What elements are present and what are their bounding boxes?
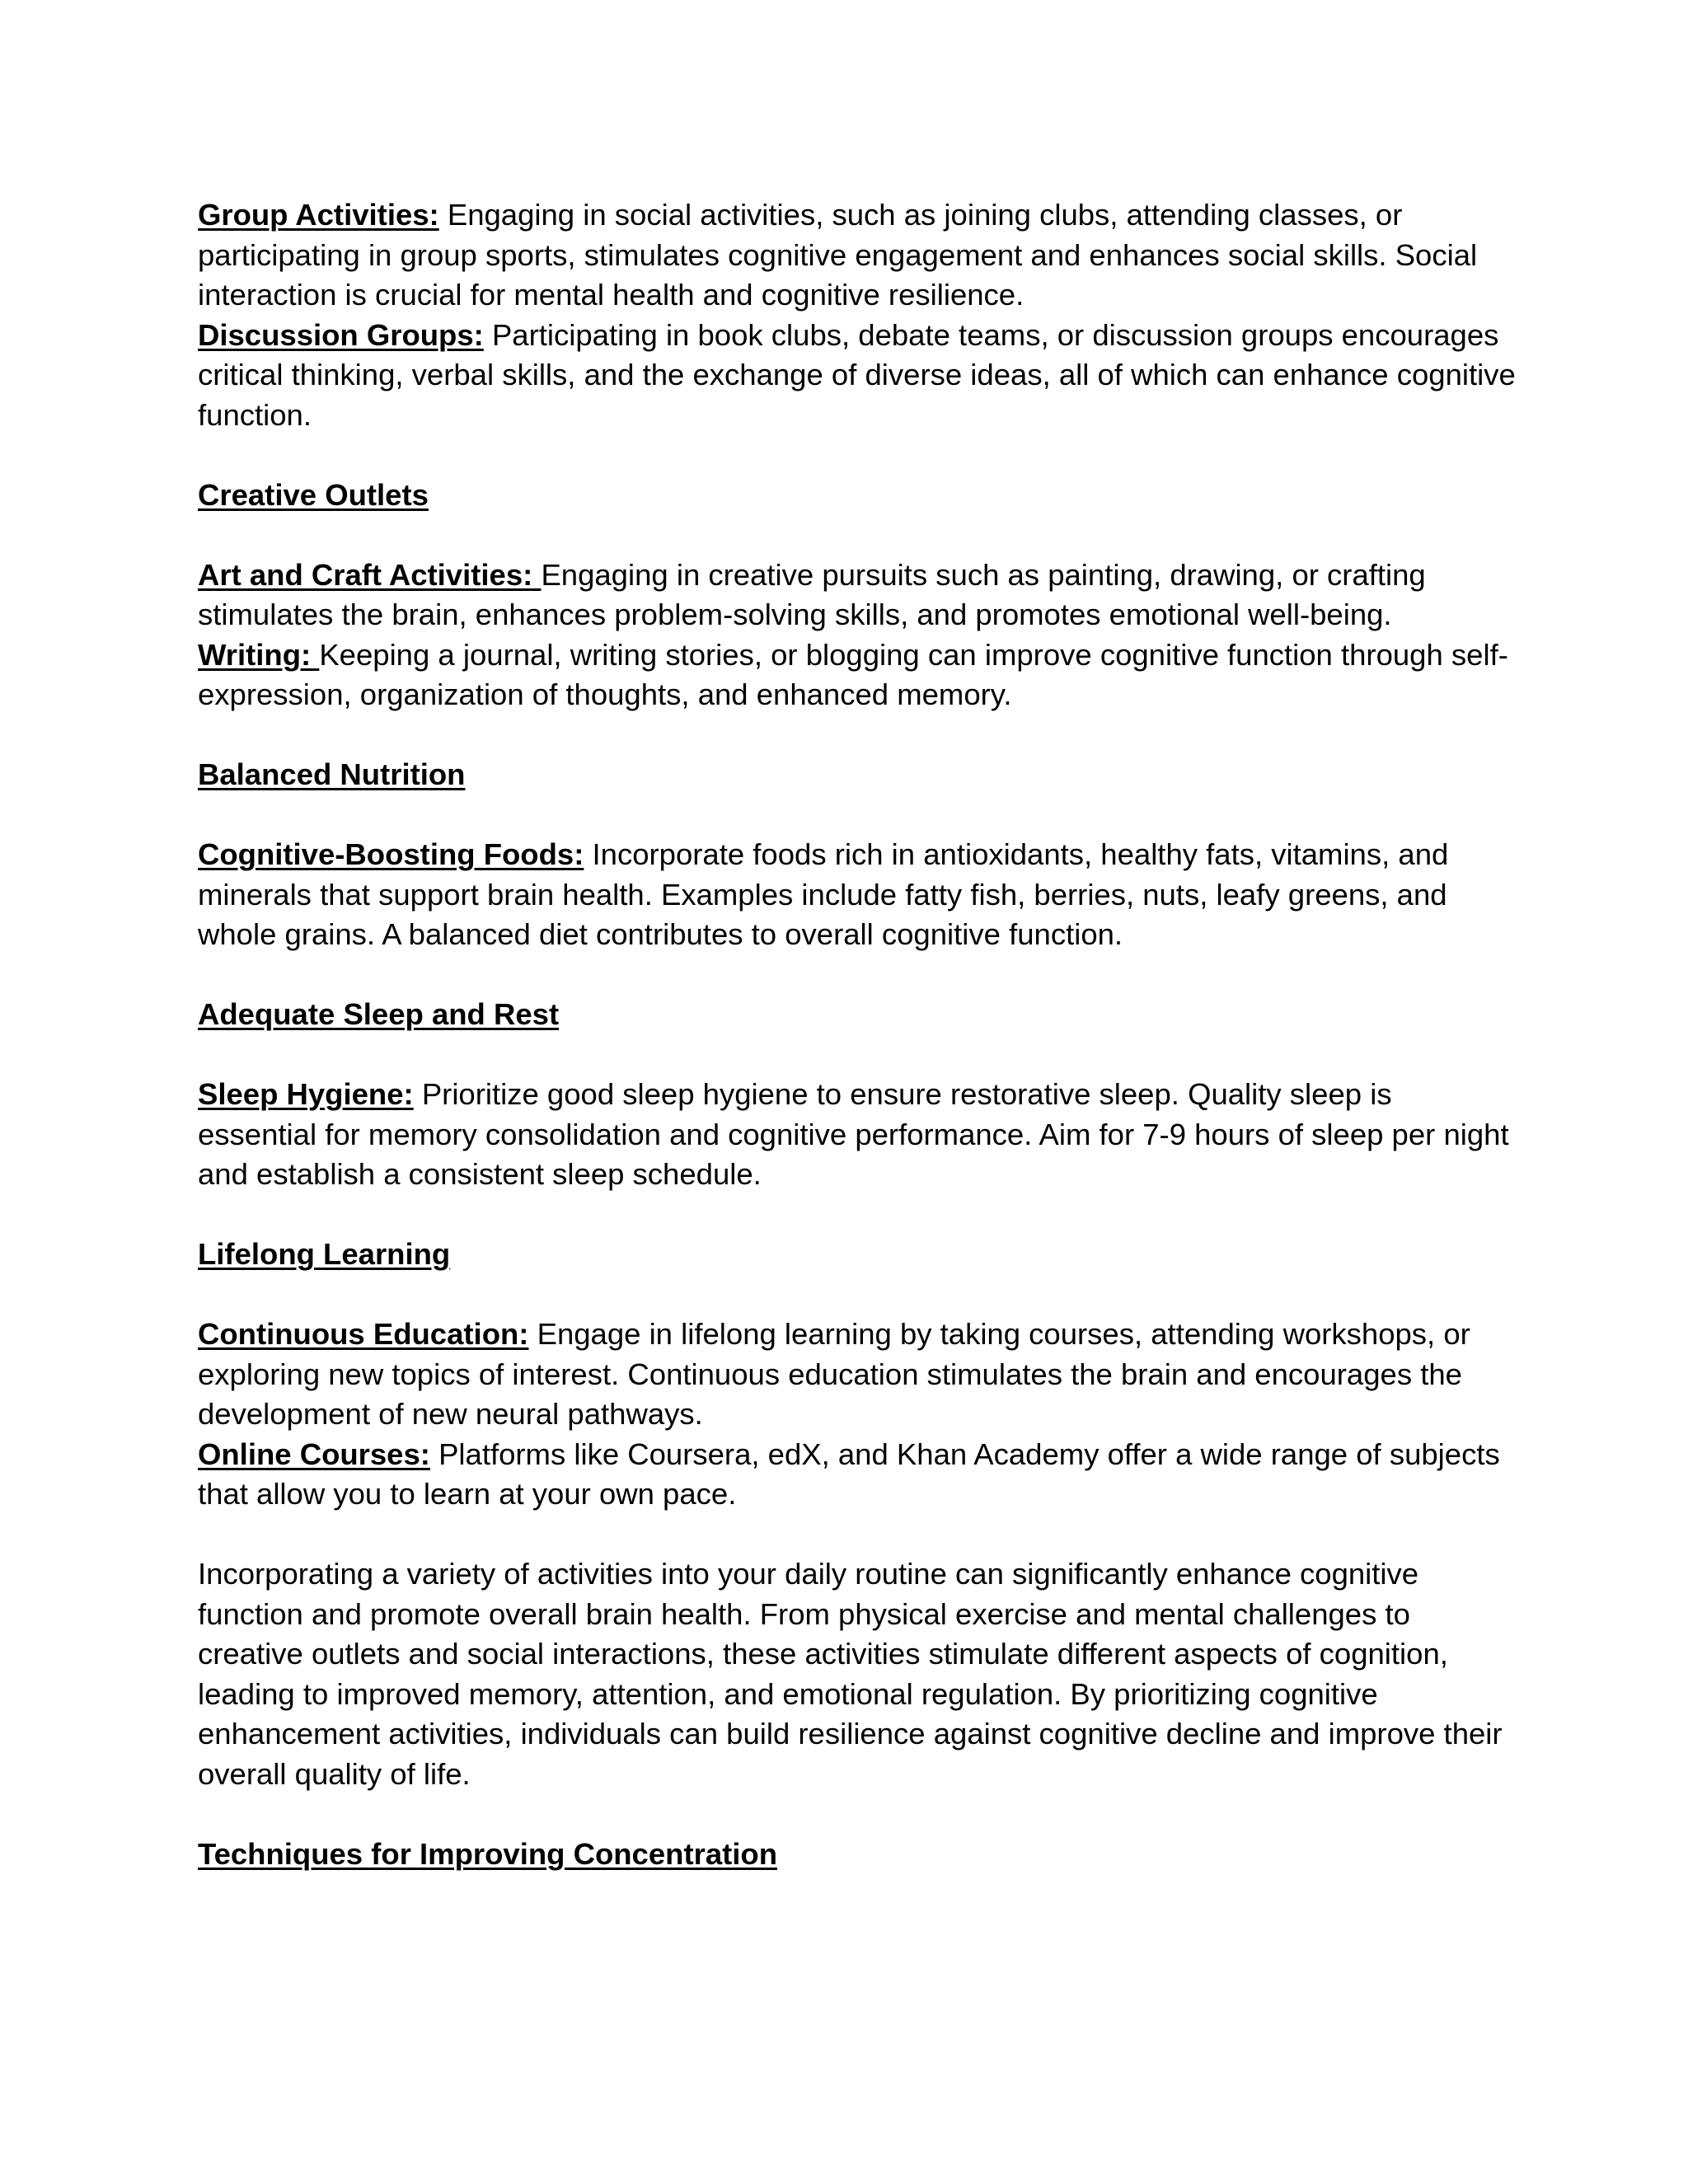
spacer bbox=[198, 715, 1517, 756]
group-activities-term: Group Activities: bbox=[198, 198, 439, 232]
spacer bbox=[198, 515, 1517, 555]
document-page bbox=[198, 195, 1517, 1874]
continuous-education-text: Engage in lifelong learning by taking courses, attending workshops, or exploring new topics of interest. Continuous education stimulates the brain and encourages the development of new neural pathways. bbox=[198, 1317, 1470, 1431]
spacer bbox=[198, 1035, 1517, 1076]
sleep-hygiene-text: Prioritize good sleep hygiene to ensure restorative sleep. Quality sleep is essential for memory consolidation and cognitive performance. Aim for 7-9 hours of sleep per night and establish a consistent sleep schedule. bbox=[198, 1077, 1509, 1191]
cognitive-foods-term: Cognitive-Boosting Foods: bbox=[198, 837, 584, 871]
art-craft-term: Art and Craft Activities: bbox=[198, 557, 542, 592]
spacer bbox=[198, 1515, 1517, 1555]
cognitive-foods-text: Incorporate foods rich in antioxidants, healthy fats, vitamins, and minerals that support brain health. Examples include fatty fish, berries, nuts, leafy greens, and whole grains. A balanced diet contributes to overall cognitive function. bbox=[198, 837, 1449, 951]
spacer bbox=[198, 1195, 1517, 1235]
discussion-groups-term: Discussion Groups: bbox=[198, 317, 484, 352]
balanced-nutrition-heading: Balanced Nutrition bbox=[198, 757, 466, 791]
writing-term: Writing: bbox=[198, 637, 320, 672]
sleep-hygiene-term: Sleep Hygiene: bbox=[198, 1077, 414, 1111]
online-courses-term: Online Courses: bbox=[198, 1436, 430, 1471]
creative-outlets-heading: Creative Outlets bbox=[198, 477, 429, 512]
cognitive-foods-paragraph bbox=[198, 835, 1517, 955]
discussion-groups-text: Participating in book clubs, debate teams, or discussion groups encourages critical thinking, verbal skills, and the exchange of diverse ideas, all of which can enhance cognitive function. bbox=[198, 317, 1516, 432]
discussion-groups-paragraph bbox=[198, 316, 1517, 436]
art-craft-paragraph bbox=[198, 555, 1517, 635]
group-activities-text: Engaging in social activities, such as joining clubs, attending classes, or participating in group sports, stimulates cognitive engagement and enhances social skills. Social interaction is crucial for mental health and cognitive resilience. bbox=[198, 198, 1478, 312]
art-craft-text: Engaging in creative pursuits such as painting, drawing, or crafting stimulates the brain, enhances problem-solving skills, and promotes emotional well-being. bbox=[198, 557, 1426, 631]
sleep-rest-heading: Adequate Sleep and Rest bbox=[198, 997, 560, 1031]
spacer bbox=[198, 1794, 1517, 1835]
group-activities-paragraph bbox=[198, 195, 1517, 316]
concentration-techniques-heading: Techniques for Improving Concentration bbox=[198, 1836, 777, 1871]
online-courses-text: Platforms like Coursera, edX, and Khan Academy offer a wide range of subjects that allow you to learn at your own pace. bbox=[198, 1436, 1500, 1511]
writing-paragraph bbox=[198, 635, 1517, 715]
spacer bbox=[198, 955, 1517, 996]
lifelong-learning-heading: Lifelong Learning bbox=[198, 1237, 451, 1271]
sleep-hygiene-paragraph bbox=[198, 1075, 1517, 1195]
spacer bbox=[198, 1275, 1517, 1315]
continuous-education-paragraph bbox=[198, 1315, 1517, 1435]
spacer bbox=[198, 435, 1517, 476]
spacer bbox=[198, 795, 1517, 836]
continuous-education-term: Continuous Education: bbox=[198, 1317, 529, 1351]
conclusion-paragraph: Incorporating a variety of activities into your daily routine can significantly enhance cognitive function and promote overall brain health. From physical exercise and mental challenges to creative outlets and social interactions, these activities stimulate different aspects of cognition, leading to improved memory, attention, and emotional regulation. By prioritizing cognitive enhancement activities, individuals can build resilience against cognitive decline and improve their overall quality of life. bbox=[198, 1557, 1503, 1791]
online-courses-paragraph bbox=[198, 1435, 1517, 1515]
writing-text: Keeping a journal, writing stories, or blogging can improve cognitive function through self-expression, organization of thoughts, and enhanced memory. bbox=[198, 637, 1508, 711]
